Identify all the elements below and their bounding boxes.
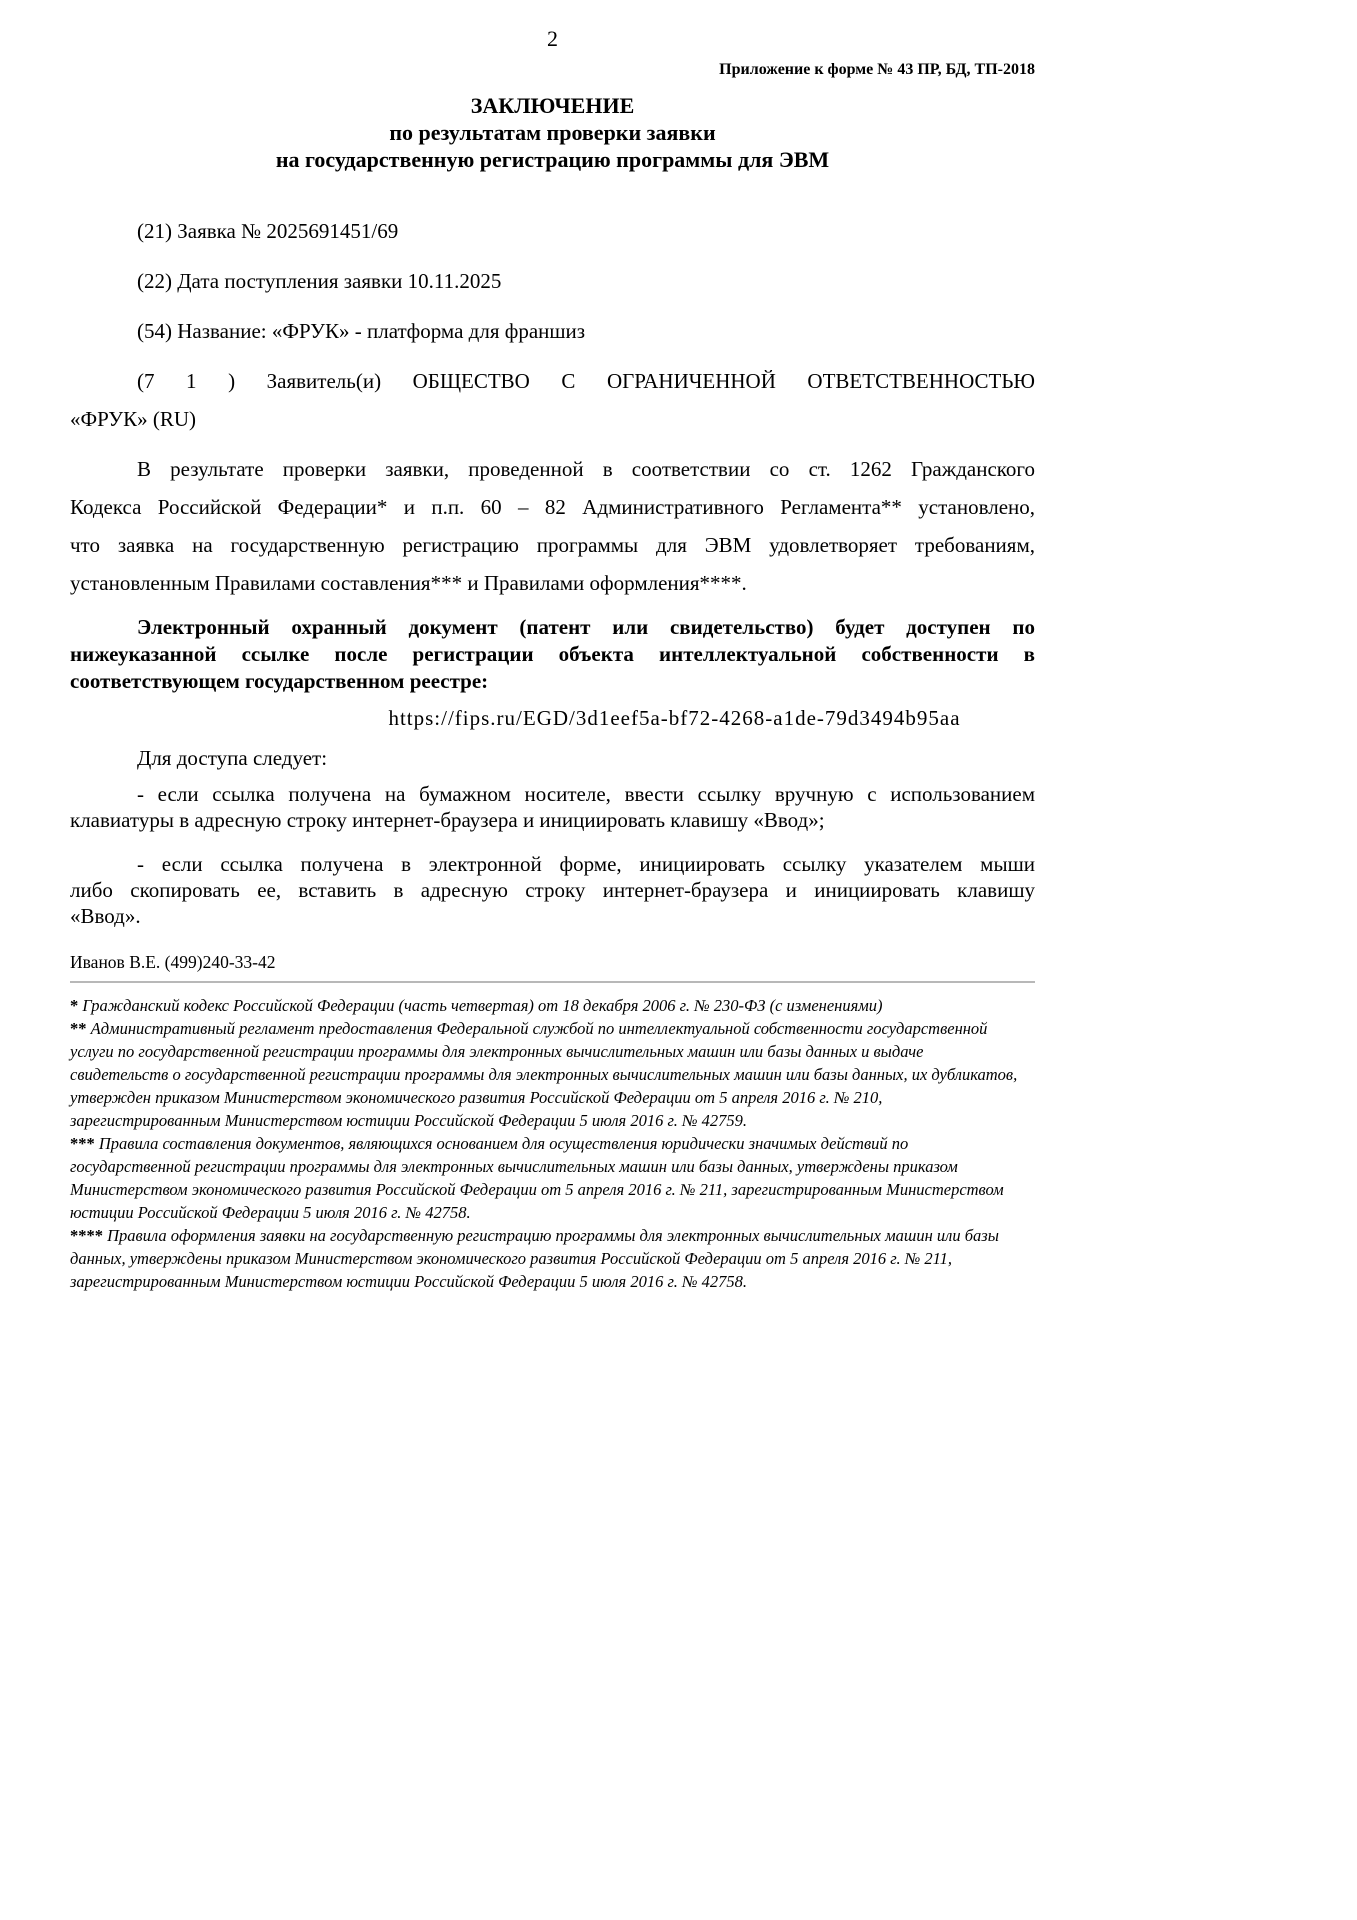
document-title-line-1: ЗАКЛЮЧЕНИЕ: [470, 93, 635, 118]
result-paragraph-line-1: В результате проверки заявки, проведенной в соответствии со ст. 1262 Гражданского: [137, 457, 1035, 481]
footnote-divider: [70, 981, 1035, 983]
footnote-gk-rf: [70, 994, 1035, 1017]
footnote-formatting-marker: ****: [70, 1226, 103, 1245]
access-electronic-line-1: - если ссылка получена в электронной форме, инициировать ссылку указателем мыши: [137, 852, 1035, 876]
result-paragraph-line-3: что заявка на государственную регистрацию программы для ЭВМ удовлетворяет требованиям,: [70, 533, 1035, 557]
footnote-drafting-line-2: государственной регистрации программы для электронных вычислительных машин или базы данных, утверждены приказом: [70, 1157, 958, 1176]
footnote-formatting-line-2: данных, утверждены приказом Министерством экономического развития Российской Федерации от 5 апреля 2016 г. № 211,: [70, 1249, 953, 1268]
access-paper-line-2: клавиатуры в адресную строку интернет-браузера и инициировать клавишу «Ввод»;: [70, 808, 825, 832]
footnote-rules-drafting: [70, 1132, 1035, 1224]
access-option-electronic: [70, 851, 1035, 929]
edoc-notice-line-1: Электронный охранный документ (патент или свидетельство) будет доступен по: [137, 615, 1035, 639]
applicant-line-1: (7 1 ) Заявитель(и) ОБЩЕСТВО С ОГРАНИЧЕННОЙ ОТВЕТСТВЕННОСТЬЮ: [137, 369, 1035, 393]
field-program-name: (54) Название: «ФРУК» - платформа для франшиз: [137, 319, 586, 343]
footnote-admin-marker: **: [70, 1019, 87, 1038]
footnote-drafting-line-4: юстиции Российской Федерации 5 июля 2016 г. № 42758.: [70, 1203, 471, 1222]
footnote-drafting-marker: ***: [70, 1134, 95, 1153]
registry-link: https://fips.ru/EGD/3d1eef5a-bf72-4268-a1de-79d3494b95aa: [388, 706, 961, 730]
footnote-formatting-line-3: зарегистрированным Министерством юстиции Российской Федерации 5 июля 2016 г. № 42758.: [70, 1272, 748, 1291]
document-title: [70, 92, 1035, 173]
edoc-notice-paragraph: [70, 614, 1035, 695]
edoc-notice-line-2: нижеуказанной ссылке после регистрации объекта интеллектуальной собственности в: [70, 642, 1035, 666]
footnote-rules-formatting: [70, 1224, 1035, 1293]
bibliographic-fields: [70, 212, 1035, 438]
result-paragraph-line-4: установленным Правилами составления*** и Правилами оформления****.: [70, 571, 747, 595]
result-paragraph-line-2: Кодекса Российской Федерации* и п.п. 60 – 82 Административного Регламента** установлено,: [70, 495, 1035, 519]
result-paragraph: [70, 450, 1035, 602]
footnote-admin-line-4: утвержден приказом Министерством экономического развития Российской Федерации от 5 апреля 2016 г. № 210,: [70, 1088, 883, 1107]
page-number: 2: [547, 26, 558, 51]
edoc-notice-line-3: соответствующем государственном реестре:: [70, 669, 489, 693]
document-title-line-2: по результатам проверки заявки: [389, 120, 716, 145]
field-receipt-date: (22) Дата поступления заявки 10.11.2025: [137, 269, 502, 293]
footnotes: [70, 994, 1035, 1293]
footnote-drafting-line-1: *** Правила составления документов, являющихся основанием для осуществления юридически значимых действий по: [70, 1134, 909, 1153]
access-option-paper: [70, 781, 1035, 833]
access-electronic-line-2: либо скопировать ее, вставить в адресную строку интернет-браузера и инициировать клавишу: [70, 878, 1035, 902]
field-application-number: (21) Заявка № 2025691451/69: [137, 219, 399, 243]
examiner-contact: Иванов В.Е. (499)240-33-42: [70, 952, 276, 972]
footnote-admin-line-5: зарегистрированным Министерством юстиции Российской Федерации 5 июля 2016 г. № 42759.: [70, 1111, 748, 1130]
footnote-drafting-line-3: Министерством экономического развития Российской Федерации от 5 апреля 2016 г. № 211, зарегистрированным Министерством: [70, 1180, 1004, 1199]
footnote-admin-regulation: [70, 1017, 1035, 1132]
footnote-gk-rf-marker: *: [70, 996, 79, 1015]
access-electronic-line-3: «Ввод».: [70, 904, 141, 928]
form-reference: Приложение к форме № 43 ПР, БД, ТП-2018: [719, 61, 1035, 78]
footnote-gk-rf-text: Гражданский кодекс Российской Федерации (часть четвертая) от 18 декабря 2006 г. № 230-ФЗ (с изменениями): [82, 996, 883, 1015]
field-applicant: [70, 362, 1035, 438]
footnote-admin-line-3: свидетельств о государственной регистрации программы для электронных вычислительных машин или базы данных, их дубликатов,: [70, 1065, 1018, 1084]
document-title-line-3: на государственную регистрацию программы для ЭВМ: [275, 147, 830, 172]
footnote-formatting-line-1: **** Правила оформления заявки на государственную регистрацию программы для электронных вычислительных машин или базы: [70, 1226, 999, 1245]
applicant-line-2: «ФРУК» (RU): [70, 407, 197, 431]
access-paper-line-1: - если ссылка получена на бумажном носителе, ввести ссылку вручную с использованием: [137, 782, 1035, 806]
footnote-admin-line-1: ** Административный регламент предоставления Федеральной службой по интеллектуальной собственности государственной: [70, 1019, 988, 1038]
footnote-admin-line-2: услуги по государственной регистрации программы для электронных вычислительных машин или базы данных и выдаче: [70, 1042, 924, 1061]
access-instructions-intro: Для доступа следует:: [137, 746, 328, 770]
